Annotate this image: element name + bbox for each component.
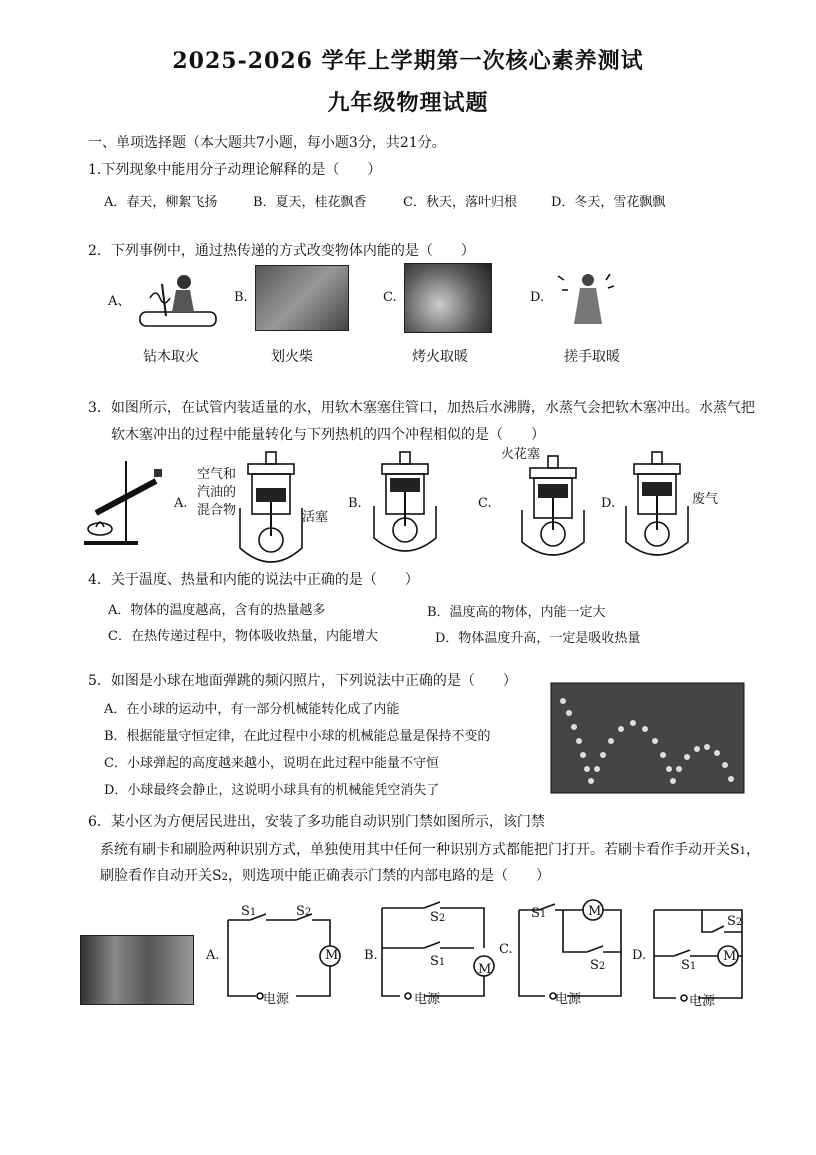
circuit-c-s2: S2: [590, 958, 606, 973]
q1-stem: 1.下列现象中能用分子动理论解释的是（ ）: [88, 162, 382, 178]
q3-letter-b: B.: [348, 496, 362, 511]
q1-option-a: A．春天，柳絮飞扬: [104, 195, 218, 210]
drilling-wood-figure: [132, 268, 222, 332]
q3-label-spark-plug: 火花塞: [501, 447, 541, 462]
q6-letter-b: B.: [364, 948, 378, 963]
q1-option-c: C．秋天，落叶归根: [403, 195, 517, 210]
q6-line2-text: 系统有刷卡和刷脸两种识别方式，单独使用其中任何一种识别方式都能把门打开。若刷卡看作手动开关S: [100, 842, 740, 858]
q2-caption-a: 钻木取火: [143, 349, 199, 365]
q2-caption-b: 划火柴: [271, 349, 313, 365]
fire-warming-photo: [404, 263, 492, 333]
q6-letter-a: A.: [206, 948, 220, 963]
q2-letter-a: A、: [108, 294, 131, 309]
q4-option-c: C．在热传递过程中，物体吸收热量，内能增大: [108, 629, 378, 644]
engine-stroke-b: [370, 448, 440, 558]
q3-stem-line2: 软木塞冲出的过程中能量转化与下列热机的四个冲程相似的是（ ）: [111, 427, 545, 443]
striking-match-photo: [255, 265, 349, 331]
q6-line2-sub: 1: [739, 846, 746, 857]
q2-caption-d: 搓手取暖: [564, 349, 620, 365]
circuit-a-s2: S2: [296, 904, 312, 919]
q1-option-d: D．冬天，雪花飘飘: [551, 195, 666, 210]
q3-label-mixture-1: 空气和: [197, 467, 237, 482]
circuit-b-motor: M: [478, 962, 492, 977]
circuit-d-power: 电源: [689, 994, 716, 1009]
q4-stem: 4．关于温度、热量和内能的说法中正确的是（ ）: [88, 572, 419, 588]
circuit-a-s1: S1: [241, 904, 257, 919]
q3-letter-c: C.: [478, 496, 492, 511]
engine-stroke-c: [518, 452, 588, 562]
q6-line3-text: 刷脸看作自动开关S: [100, 868, 222, 884]
circuit-a-power: 电源: [263, 992, 290, 1007]
access-gate-photo: [80, 935, 194, 1005]
circuit-c-power: 电源: [555, 992, 582, 1007]
q5-option-c: C．小球弹起的高度越来越小，说明在此过程中能量不守恒: [104, 756, 439, 771]
q5-stem: 5．如图是小球在地面弹跳的频闪照片，下列说法中正确的是（ ）: [88, 673, 517, 689]
exam-title: 2025-2026 学年上学期第一次核心素养测试: [172, 48, 644, 74]
q5-option-d: D．小球最终会静止，这说明小球具有的机械能凭空消失了: [104, 783, 440, 798]
rubbing-hands-figure: [548, 266, 628, 334]
test-tube-apparatus-figure: [76, 455, 166, 550]
q4-option-b: B．温度高的物体，内能一定大: [427, 605, 606, 620]
q3-letter-a: A.: [174, 496, 188, 511]
q6-line3-sub: 2: [221, 872, 228, 883]
circuit-d-motor: M: [723, 949, 737, 964]
q1-option-b: B．夏天，桂花飘香: [253, 195, 367, 210]
circuit-b-s1: S1: [430, 954, 446, 969]
circuit-d-s1: S1: [681, 958, 697, 973]
q2-letter-b: B.: [234, 290, 248, 305]
engine-stroke-d: [622, 448, 692, 563]
q4-option-d: D．物体温度升高，一定是吸收热量: [435, 631, 641, 646]
q6-letter-c: C.: [499, 942, 513, 957]
q5-option-a: A．在小球的运动中，有一部分机械能转化成了内能: [104, 702, 400, 717]
q3-label-piston: 活塞: [302, 510, 329, 525]
q5-option-b: B．根据能量守恒定律，在此过程中小球的机械能总量是保持不变的: [104, 729, 491, 744]
circuit-b-power: 电源: [414, 992, 441, 1007]
q3-label-exhaust: 废气: [692, 492, 719, 507]
q6-stem-line2: 系统有刷卡和刷脸两种识别方式，单独使用其中任何一种识别方式都能把门打开。若刷卡看作手动开关S1，: [100, 842, 760, 858]
q3-label-mixture-3: 混合物: [197, 503, 237, 518]
q2-letter-d: D.: [530, 290, 545, 305]
circuit-d-s2: S2: [727, 914, 743, 929]
circuit-b-s2: S2: [430, 910, 446, 925]
q2-stem: 2．下列事例中，通过热传递的方式改变物体内能的是（ ）: [88, 243, 475, 259]
section-heading: 一、单项选择题（本大题共7小题，每小题3分，共21分。: [88, 135, 446, 151]
circuit-c-motor: M: [588, 904, 602, 919]
exam-subtitle: 九年级物理试题: [327, 90, 489, 116]
q3-letter-d: D.: [601, 496, 616, 511]
q6-line3-end: ，则选项中能正确表示门禁的内部电路的是（ ）: [227, 868, 550, 884]
q3-label-mixture-2: 汽油的: [197, 485, 237, 500]
q3-stem-line1: 3．如图所示，在试管内装适量的水，用软木塞塞住管口，加热后水沸腾，水蒸气会把软木塞冲出。水蒸气把: [88, 400, 755, 416]
q6-stem-line1: 6．某小区为方便居民进出，安装了多功能自动识别门禁如图所示，该门禁: [88, 814, 545, 830]
q2-letter-c: C.: [383, 290, 397, 305]
engine-stroke-a: [236, 448, 306, 568]
bouncing-ball-photo: [551, 683, 744, 793]
q2-caption-c: 烤火取暖: [412, 349, 468, 365]
circuit-a-motor: M: [325, 948, 339, 963]
q6-letter-d: D.: [632, 948, 647, 963]
q4-option-a: A．物体的温度越高，含有的热量越多: [108, 603, 326, 618]
circuit-c-s1: S1: [531, 906, 547, 921]
q6-stem-line3: [100, 866, 550, 888]
